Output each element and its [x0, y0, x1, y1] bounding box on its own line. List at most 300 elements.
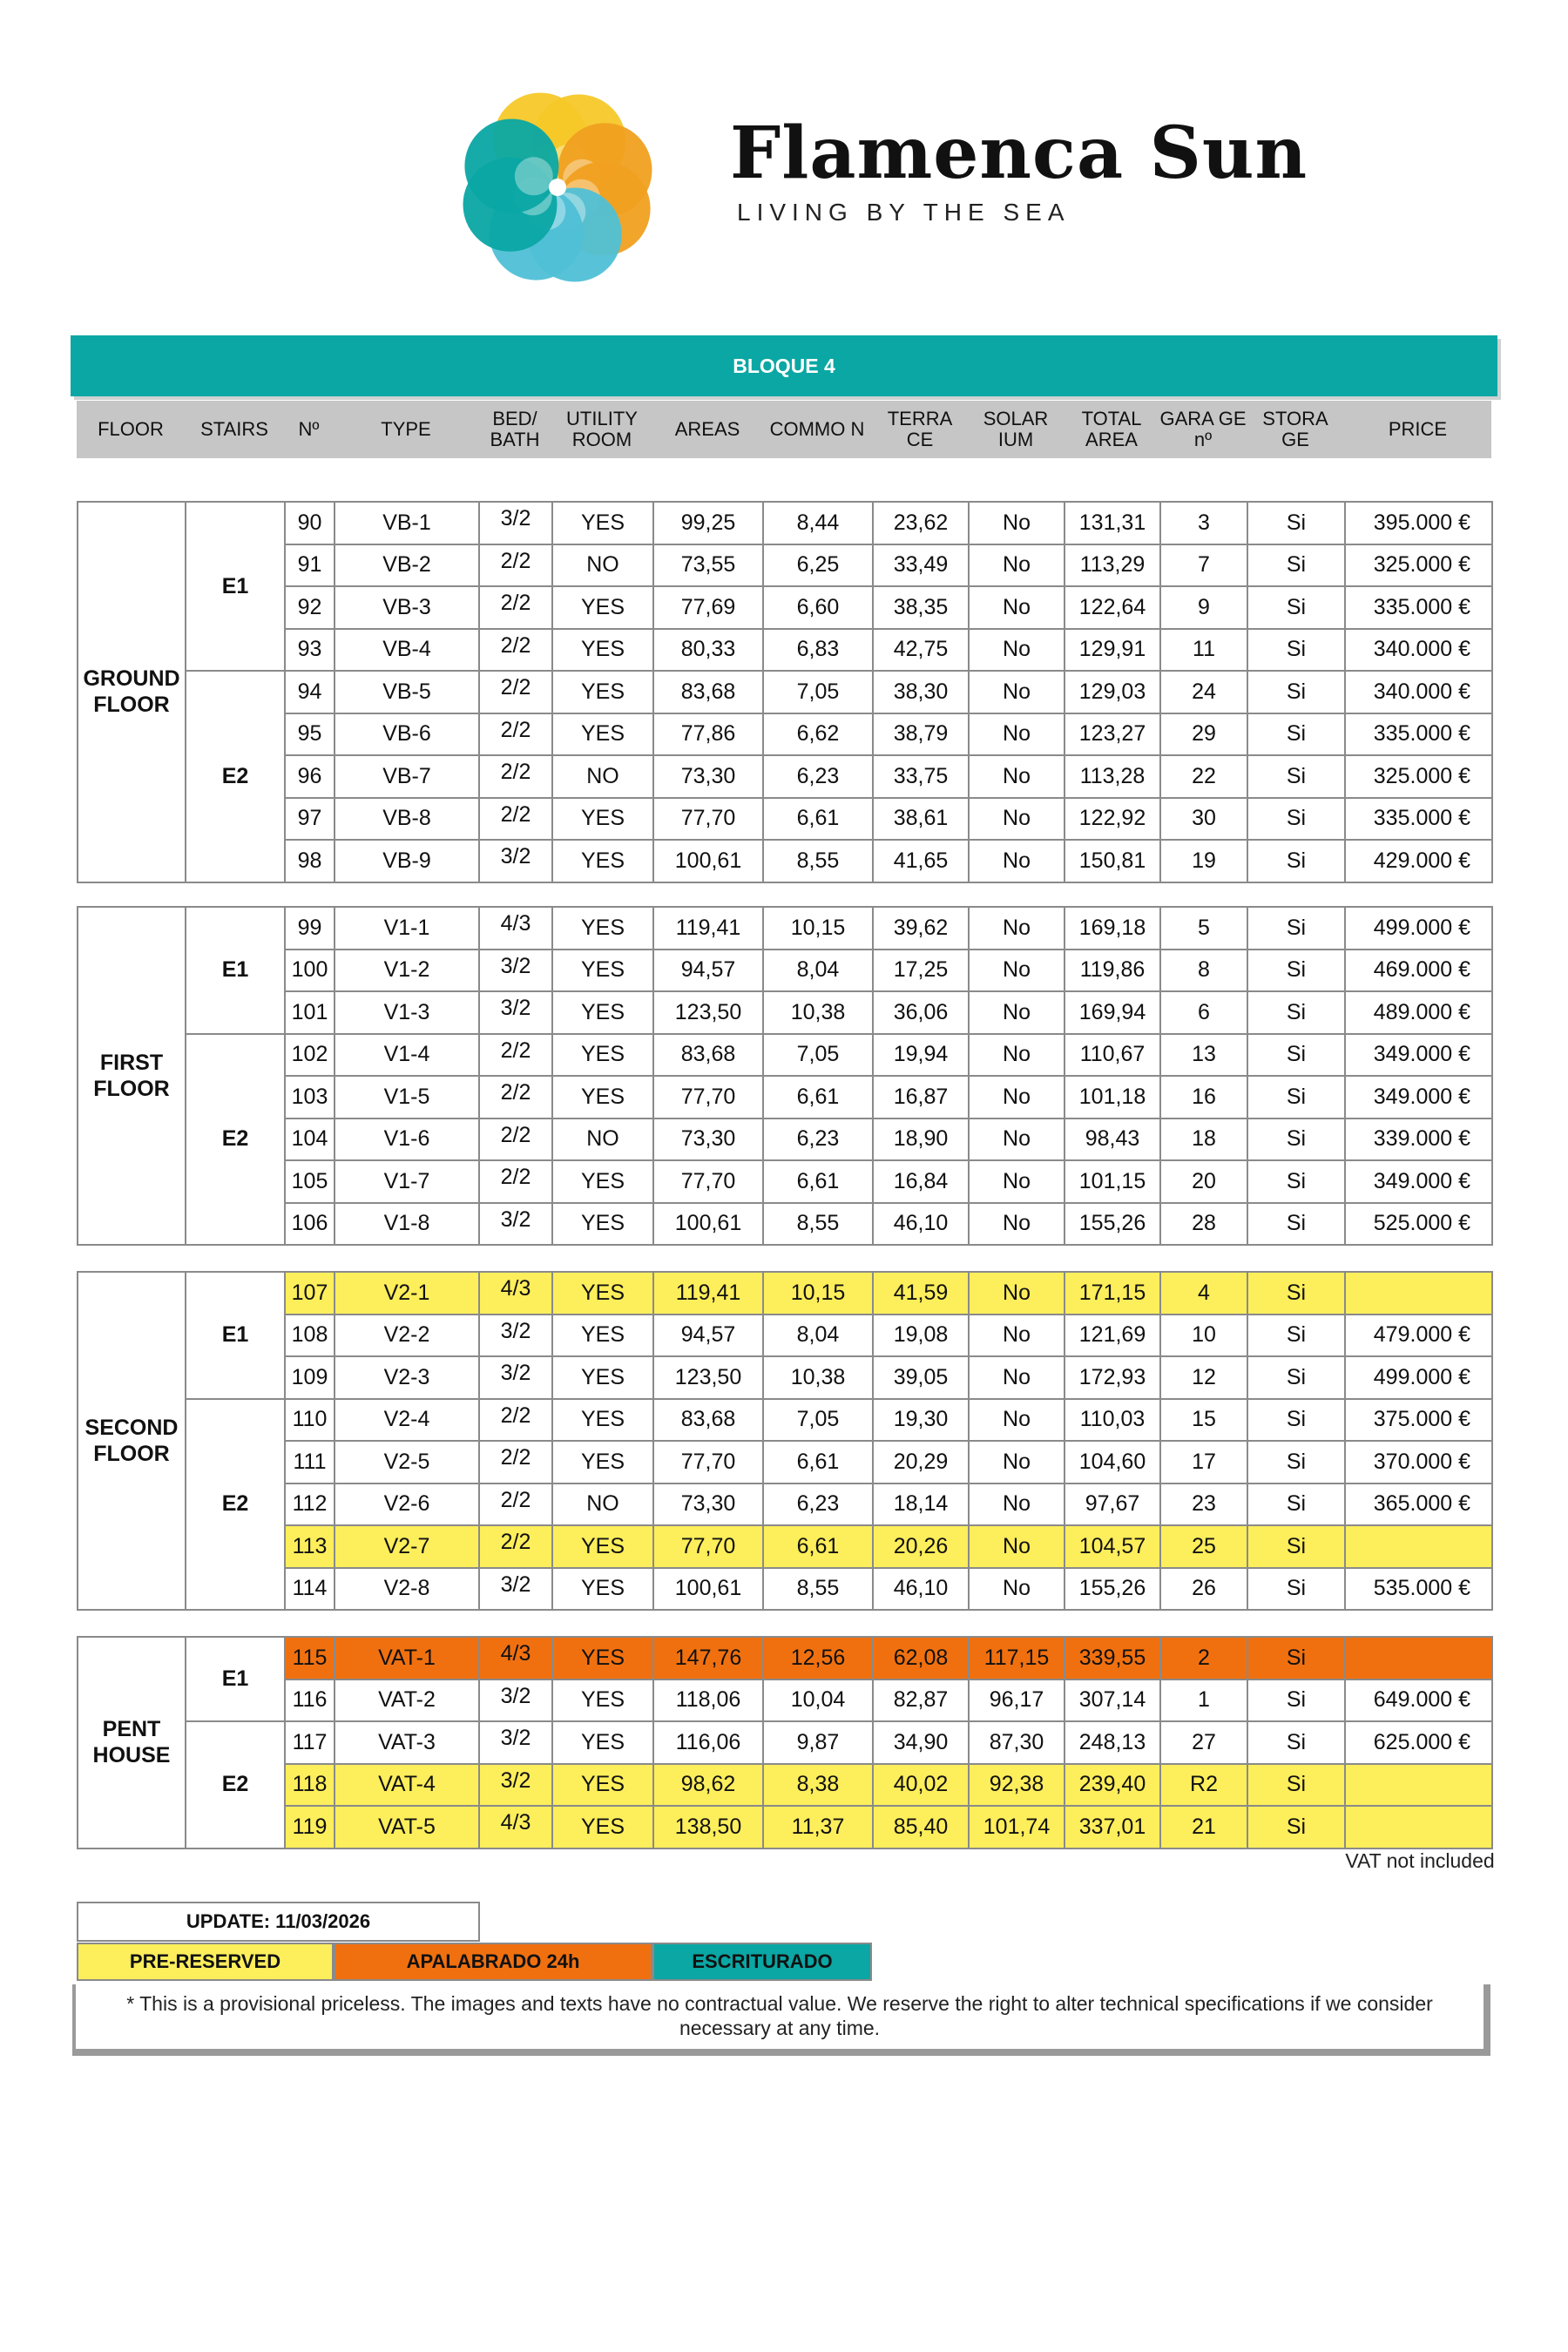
unit-number-cell: 105 [285, 1160, 335, 1203]
table-row [78, 1315, 1492, 1357]
solarium-cell: No [969, 907, 1064, 950]
areas-cell: 100,61 [653, 1568, 763, 1611]
utility-room-cell: NO [552, 1119, 653, 1161]
table-row [78, 1525, 1492, 1568]
common-area-cell: 10,38 [763, 1356, 873, 1399]
total-area-cell: 239,40 [1064, 1764, 1160, 1807]
areas-cell: 100,61 [653, 1203, 763, 1246]
bed-bath-cell: 3/2 [479, 1764, 552, 1807]
bed-bath-cell: 3/2 [479, 502, 552, 544]
price-cell: 370.000 € [1345, 1441, 1492, 1484]
stairs-label: E1 [186, 907, 285, 1034]
areas-cell: 77,70 [653, 798, 763, 841]
logo-core [549, 179, 566, 196]
stairs-label: E2 [186, 1034, 285, 1246]
total-area-cell: 101,15 [1064, 1160, 1160, 1203]
areas-cell: 80,33 [653, 629, 763, 672]
utility-room-cell: YES [552, 1315, 653, 1357]
garage-number-cell: 2 [1160, 1637, 1247, 1680]
common-area-cell: 8,38 [763, 1764, 873, 1807]
total-area-cell: 110,03 [1064, 1399, 1160, 1442]
unit-type-cell: V1-3 [335, 991, 479, 1034]
areas-cell: 77,86 [653, 713, 763, 756]
unit-number-cell: 101 [285, 991, 335, 1034]
vat-note: VAT not included [1345, 1849, 1495, 1872]
garage-number-cell: 6 [1160, 991, 1247, 1034]
garage-number-cell: 22 [1160, 755, 1247, 798]
areas-cell: 123,50 [653, 991, 763, 1034]
garage-number-cell: R2 [1160, 1764, 1247, 1807]
table-row [78, 755, 1492, 798]
unit-number-cell: 118 [285, 1764, 335, 1807]
areas-cell: 77,70 [653, 1525, 763, 1568]
storage-cell: Si [1247, 1806, 1345, 1848]
legend-escriturado: ESCRITURADO [652, 1943, 872, 1981]
legend-apalabrado: APALABRADO 24h [334, 1943, 652, 1981]
areas-cell: 116,06 [653, 1721, 763, 1764]
price-cell: 499.000 € [1345, 907, 1492, 950]
bed-bath-cell: 4/3 [479, 907, 552, 950]
garage-number-cell: 9 [1160, 586, 1247, 629]
price-cell: 325.000 € [1345, 544, 1492, 587]
common-area-cell: 8,04 [763, 950, 873, 992]
second-floor-table [77, 1271, 1493, 1611]
total-area-cell: 339,55 [1064, 1637, 1160, 1680]
bed-bath-cell: 2/2 [479, 586, 552, 629]
utility-room-cell: YES [552, 1203, 653, 1246]
terrace-cell: 19,30 [873, 1399, 969, 1442]
storage-cell: Si [1247, 1637, 1345, 1680]
common-area-cell: 6,62 [763, 713, 873, 756]
total-area-cell: 122,64 [1064, 586, 1160, 629]
price-cell: 349.000 € [1345, 1160, 1492, 1203]
bed-bath-cell: 3/2 [479, 950, 552, 992]
price-cell: 525.000 € [1345, 1203, 1492, 1246]
unit-type-cell: VAT-3 [335, 1721, 479, 1764]
common-area-cell: 6,61 [763, 1076, 873, 1119]
total-area-cell: 98,43 [1064, 1119, 1160, 1161]
price-cell: 365.000 € [1345, 1484, 1492, 1526]
terrace-cell: 33,49 [873, 544, 969, 587]
solarium-cell: No [969, 798, 1064, 841]
areas-cell: 83,68 [653, 671, 763, 713]
areas-cell: 77,70 [653, 1441, 763, 1484]
unit-type-cell: VAT-1 [335, 1637, 479, 1680]
unit-type-cell: VB-2 [335, 544, 479, 587]
bed-bath-cell: 3/2 [479, 1356, 552, 1399]
areas-cell: 123,50 [653, 1356, 763, 1399]
col-floor: FLOOR [98, 418, 164, 440]
areas-cell: 99,25 [653, 502, 763, 544]
unit-type-cell: V2-8 [335, 1568, 479, 1611]
unit-type-cell: V1-2 [335, 950, 479, 992]
common-area-cell: 6,61 [763, 1160, 873, 1203]
price-cell: 625.000 € [1345, 1721, 1492, 1764]
areas-cell: 147,76 [653, 1637, 763, 1680]
stairs-label: E2 [186, 1721, 285, 1848]
common-area-cell: 8,04 [763, 1315, 873, 1357]
storage-cell: Si [1247, 544, 1345, 587]
unit-number-cell: 102 [285, 1034, 335, 1077]
areas-cell: 138,50 [653, 1806, 763, 1848]
garage-number-cell: 17 [1160, 1441, 1247, 1484]
terrace-cell: 19,94 [873, 1034, 969, 1077]
storage-cell: Si [1247, 1764, 1345, 1807]
garage-number-cell: 28 [1160, 1203, 1247, 1246]
bed-bath-cell: 2/2 [479, 1119, 552, 1161]
common-area-cell: 8,55 [763, 840, 873, 882]
table-row [78, 586, 1492, 629]
total-area-cell: 104,60 [1064, 1441, 1160, 1484]
unit-type-cell: VB-5 [335, 671, 479, 713]
utility-room-cell: YES [552, 991, 653, 1034]
storage-cell: Si [1247, 1203, 1345, 1246]
garage-number-cell: 13 [1160, 1034, 1247, 1077]
terrace-cell: 38,61 [873, 798, 969, 841]
logo-petal-highlight [515, 157, 553, 195]
common-area-cell: 10,15 [763, 1272, 873, 1315]
storage-cell: Si [1247, 755, 1345, 798]
floor-label: SECOND FLOOR [78, 1272, 186, 1610]
total-area-cell: 150,81 [1064, 840, 1160, 882]
storage-cell: Si [1247, 1272, 1345, 1315]
col-storage: STORA GE [1262, 408, 1328, 450]
floor-label: GROUND FLOOR [78, 502, 186, 882]
bed-bath-cell: 2/2 [479, 1399, 552, 1442]
unit-type-cell: V1-1 [335, 907, 479, 950]
unit-number-cell: 112 [285, 1484, 335, 1526]
bed-bath-cell: 2/2 [479, 1441, 552, 1484]
areas-cell: 119,41 [653, 1272, 763, 1315]
unit-type-cell: VAT-5 [335, 1806, 479, 1848]
garage-number-cell: 3 [1160, 502, 1247, 544]
unit-type-cell: V2-2 [335, 1315, 479, 1357]
unit-number-cell: 103 [285, 1076, 335, 1119]
common-area-cell: 6,23 [763, 755, 873, 798]
storage-cell: Si [1247, 798, 1345, 841]
garage-number-cell: 21 [1160, 1806, 1247, 1848]
total-area-cell: 155,26 [1064, 1568, 1160, 1611]
storage-cell: Si [1247, 1680, 1345, 1722]
garage-number-cell: 1 [1160, 1680, 1247, 1722]
areas-cell: 83,68 [653, 1034, 763, 1077]
table-row [78, 671, 1492, 713]
unit-type-cell: V2-3 [335, 1356, 479, 1399]
common-area-cell: 7,05 [763, 1399, 873, 1442]
storage-cell: Si [1247, 502, 1345, 544]
block-title: BLOQUE 4 [71, 335, 1497, 396]
common-area-cell: 6,61 [763, 798, 873, 841]
unit-number-cell: 91 [285, 544, 335, 587]
solarium-cell: No [969, 1441, 1064, 1484]
total-area-cell: 129,03 [1064, 671, 1160, 713]
unit-type-cell: VB-6 [335, 713, 479, 756]
utility-room-cell: YES [552, 629, 653, 672]
garage-number-cell: 4 [1160, 1272, 1247, 1315]
price-cell [1345, 1764, 1492, 1807]
unit-number-cell: 119 [285, 1806, 335, 1848]
price-cell: 335.000 € [1345, 798, 1492, 841]
utility-room-cell: YES [552, 1356, 653, 1399]
solarium-cell: No [969, 950, 1064, 992]
garage-number-cell: 30 [1160, 798, 1247, 841]
unit-number-cell: 110 [285, 1399, 335, 1442]
total-area-cell: 97,67 [1064, 1484, 1160, 1526]
table-row [78, 950, 1492, 992]
penthouse-table [77, 1636, 1493, 1849]
utility-room-cell: YES [552, 1272, 653, 1315]
garage-number-cell: 24 [1160, 671, 1247, 713]
bed-bath-cell: 2/2 [479, 1525, 552, 1568]
total-area-cell: 101,18 [1064, 1076, 1160, 1119]
brand-logo [453, 83, 662, 292]
solarium-cell: No [969, 544, 1064, 587]
col-stairs: STAIRS [200, 418, 268, 440]
table-row [78, 991, 1492, 1034]
table-row [78, 1034, 1492, 1077]
garage-number-cell: 10 [1160, 1315, 1247, 1357]
total-area-cell: 119,86 [1064, 950, 1160, 992]
utility-room-cell: YES [552, 1160, 653, 1203]
unit-type-cell: VB-8 [335, 798, 479, 841]
garage-number-cell: 20 [1160, 1160, 1247, 1203]
utility-room-cell: NO [552, 1484, 653, 1526]
stairs-label: E2 [186, 671, 285, 882]
areas-cell: 94,57 [653, 1315, 763, 1357]
garage-number-cell: 27 [1160, 1721, 1247, 1764]
utility-room-cell: YES [552, 1441, 653, 1484]
terrace-cell: 18,90 [873, 1119, 969, 1161]
solarium-cell: No [969, 502, 1064, 544]
total-area-cell: 248,13 [1064, 1721, 1160, 1764]
solarium-cell: No [969, 1315, 1064, 1357]
col-terrace: TERRA CE [887, 408, 953, 450]
utility-room-cell: YES [552, 586, 653, 629]
price-cell: 335.000 € [1345, 713, 1492, 756]
price-cell: 395.000 € [1345, 502, 1492, 544]
common-area-cell: 12,56 [763, 1637, 873, 1680]
total-area-cell: 123,27 [1064, 713, 1160, 756]
sun-logo-icon [453, 83, 662, 292]
bed-bath-cell: 2/2 [479, 755, 552, 798]
unit-number-cell: 96 [285, 755, 335, 798]
unit-number-cell: 100 [285, 950, 335, 992]
bed-bath-cell: 2/2 [479, 1484, 552, 1526]
unit-type-cell: VB-1 [335, 502, 479, 544]
storage-cell: Si [1247, 586, 1345, 629]
common-area-cell: 8,55 [763, 1568, 873, 1611]
unit-number-cell: 107 [285, 1272, 335, 1315]
areas-cell: 73,30 [653, 1119, 763, 1161]
solarium-cell: 87,30 [969, 1721, 1064, 1764]
update-date: UPDATE: 11/03/2026 [77, 1902, 480, 1942]
table-row [78, 1637, 1492, 1680]
table-row [78, 1119, 1492, 1161]
storage-cell: Si [1247, 907, 1345, 950]
terrace-cell: 23,62 [873, 502, 969, 544]
terrace-cell: 42,75 [873, 629, 969, 672]
table-row [78, 629, 1492, 672]
common-area-cell: 6,25 [763, 544, 873, 587]
storage-cell: Si [1247, 713, 1345, 756]
bed-bath-cell: 3/2 [479, 1203, 552, 1246]
price-cell [1345, 1806, 1492, 1848]
table-row [78, 1484, 1492, 1526]
unit-number-cell: 106 [285, 1203, 335, 1246]
price-cell: 479.000 € [1345, 1315, 1492, 1357]
solarium-cell: No [969, 1525, 1064, 1568]
table-row [78, 544, 1492, 587]
unit-number-cell: 94 [285, 671, 335, 713]
storage-cell: Si [1247, 1034, 1345, 1077]
terrace-cell: 39,05 [873, 1356, 969, 1399]
common-area-cell: 8,44 [763, 502, 873, 544]
utility-room-cell: YES [552, 1076, 653, 1119]
utility-room-cell: NO [552, 544, 653, 587]
total-area-cell: 121,69 [1064, 1315, 1160, 1357]
storage-cell: Si [1247, 1484, 1345, 1526]
bed-bath-cell: 3/2 [479, 1680, 552, 1722]
table-row [78, 1356, 1492, 1399]
garage-number-cell: 11 [1160, 629, 1247, 672]
utility-room-cell: YES [552, 502, 653, 544]
bed-bath-cell: 2/2 [479, 1076, 552, 1119]
unit-type-cell: V2-7 [335, 1525, 479, 1568]
areas-cell: 73,30 [653, 755, 763, 798]
disclaimer: * This is a provisional priceless. The images and texts have no contractual value. We reserve the right to alter technical specifications if we consider necessary at any time. [72, 1984, 1490, 2056]
terrace-cell: 41,59 [873, 1272, 969, 1315]
table-header [77, 401, 1491, 458]
unit-type-cell: VB-9 [335, 840, 479, 882]
table-row [78, 1441, 1492, 1484]
solarium-cell: No [969, 713, 1064, 756]
table-row [78, 1721, 1492, 1764]
price-cell: 469.000 € [1345, 950, 1492, 992]
unit-number-cell: 90 [285, 502, 335, 544]
bed-bath-cell: 3/2 [479, 840, 552, 882]
unit-number-cell: 93 [285, 629, 335, 672]
common-area-cell: 6,61 [763, 1441, 873, 1484]
unit-type-cell: VAT-2 [335, 1680, 479, 1722]
terrace-cell: 62,08 [873, 1637, 969, 1680]
unit-type-cell: V1-8 [335, 1203, 479, 1246]
total-area-cell: 131,31 [1064, 502, 1160, 544]
common-area-cell: 6,61 [763, 1525, 873, 1568]
garage-number-cell: 7 [1160, 544, 1247, 587]
unit-number-cell: 116 [285, 1680, 335, 1722]
price-cell [1345, 1272, 1492, 1315]
col-areas: AREAS [674, 418, 740, 440]
terrace-cell: 16,84 [873, 1160, 969, 1203]
utility-room-cell: YES [552, 950, 653, 992]
total-area-cell: 172,93 [1064, 1356, 1160, 1399]
stairs-label: E1 [186, 502, 285, 671]
floor-label: FIRST FLOOR [78, 907, 186, 1245]
areas-cell: 73,30 [653, 1484, 763, 1526]
utility-room-cell: YES [552, 840, 653, 882]
terrace-cell: 16,87 [873, 1076, 969, 1119]
areas-cell: 100,61 [653, 840, 763, 882]
utility-room-cell: YES [552, 907, 653, 950]
unit-number-cell: 113 [285, 1525, 335, 1568]
solarium-cell: 96,17 [969, 1680, 1064, 1722]
solarium-cell: 117,15 [969, 1637, 1064, 1680]
unit-type-cell: VB-7 [335, 755, 479, 798]
terrace-cell: 18,14 [873, 1484, 969, 1526]
bed-bath-cell: 3/2 [479, 1315, 552, 1357]
utility-room-cell: YES [552, 1637, 653, 1680]
solarium-cell: No [969, 1160, 1064, 1203]
bed-bath-cell: 4/3 [479, 1806, 552, 1848]
unit-number-cell: 108 [285, 1315, 335, 1357]
solarium-cell: No [969, 1076, 1064, 1119]
solarium-cell: No [969, 1568, 1064, 1611]
bed-bath-cell: 2/2 [479, 629, 552, 672]
storage-cell: Si [1247, 1160, 1345, 1203]
unit-number-cell: 117 [285, 1721, 335, 1764]
terrace-cell: 34,90 [873, 1721, 969, 1764]
solarium-cell: No [969, 755, 1064, 798]
unit-number-cell: 99 [285, 907, 335, 950]
utility-room-cell: YES [552, 671, 653, 713]
col-total-area: TOTAL AREA [1081, 408, 1142, 450]
table-row [78, 502, 1492, 544]
price-cell [1345, 1637, 1492, 1680]
solarium-cell: No [969, 1272, 1064, 1315]
terrace-cell: 20,29 [873, 1441, 969, 1484]
storage-cell: Si [1247, 1441, 1345, 1484]
col-type: TYPE [381, 418, 431, 440]
solarium-cell: 101,74 [969, 1806, 1064, 1848]
col-price: PRICE [1388, 418, 1448, 440]
utility-room-cell: YES [552, 1525, 653, 1568]
common-area-cell: 8,55 [763, 1203, 873, 1246]
solarium-cell: No [969, 1034, 1064, 1077]
utility-room-cell: YES [552, 798, 653, 841]
garage-number-cell: 5 [1160, 907, 1247, 950]
garage-number-cell: 25 [1160, 1525, 1247, 1568]
solarium-cell: No [969, 1119, 1064, 1161]
common-area-cell: 9,87 [763, 1721, 873, 1764]
bed-bath-cell: 2/2 [479, 798, 552, 841]
table-row [78, 1399, 1492, 1442]
areas-cell: 119,41 [653, 907, 763, 950]
bed-bath-cell: 4/3 [479, 1637, 552, 1680]
common-area-cell: 6,83 [763, 629, 873, 672]
utility-room-cell: NO [552, 755, 653, 798]
unit-type-cell: V1-5 [335, 1076, 479, 1119]
unit-type-cell: V2-5 [335, 1441, 479, 1484]
bed-bath-cell: 2/2 [479, 1160, 552, 1203]
table-row [78, 907, 1492, 950]
garage-number-cell: 29 [1160, 713, 1247, 756]
total-area-cell: 169,94 [1064, 991, 1160, 1034]
common-area-cell: 11,37 [763, 1806, 873, 1848]
price-cell: 429.000 € [1345, 840, 1492, 882]
total-area-cell: 155,26 [1064, 1203, 1160, 1246]
unit-type-cell: V1-7 [335, 1160, 479, 1203]
total-area-cell: 307,14 [1064, 1680, 1160, 1722]
unit-type-cell: V2-1 [335, 1272, 479, 1315]
terrace-cell: 85,40 [873, 1806, 969, 1848]
storage-cell: Si [1247, 1525, 1345, 1568]
solarium-cell: No [969, 586, 1064, 629]
price-cell: 649.000 € [1345, 1680, 1492, 1722]
storage-cell: Si [1247, 1568, 1345, 1611]
price-cell: 335.000 € [1345, 586, 1492, 629]
terrace-cell: 46,10 [873, 1203, 969, 1246]
stairs-label: E1 [186, 1637, 285, 1721]
